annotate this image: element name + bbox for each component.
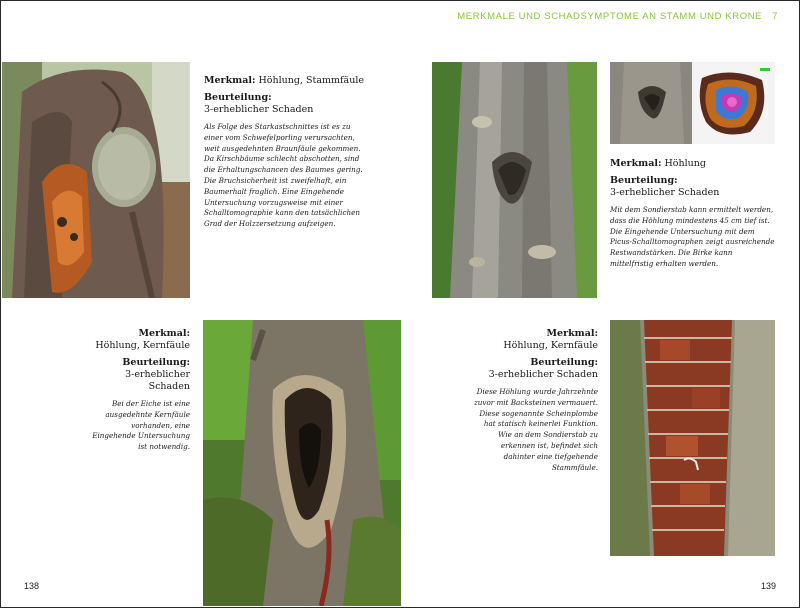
entry-4-merkmal-value: Höhlung, Kernfäule bbox=[503, 340, 598, 351]
running-header bbox=[457, 11, 778, 22]
entry-4-merkmal-label: Merkmal: bbox=[546, 328, 598, 339]
entry-4-text bbox=[470, 328, 598, 473]
entry-1-merkmal-value: Höhlung, Stammfäule bbox=[258, 75, 364, 86]
entry-3-beurteilung-value: 3-erheblicher Schaden bbox=[125, 369, 190, 392]
entry-1-description: Als Folge des Starkastschnittes ist es zu einer vom Schwefelporling verursachten, weit ausgedehnten Braunfäule gekommen. Da Kirschbäume schlecht abschotten, sind die Erhaltungschancen des Baumes gering. Die Bruchsicherheit ist zweifelhaft, ein Baumerhalt fraglich. Eine Eingehende Untersuchung vorzugsweise mit einer Schalltomographie kann den tatsächlichen Grad der Holzzersetzung aufzeigen. bbox=[204, 122, 363, 229]
header-page-number: 7 bbox=[772, 11, 778, 22]
entry-3-merkmal-label: Merkmal: bbox=[138, 328, 190, 339]
entry-1-beurteilung-label: Beurteilung: bbox=[204, 92, 272, 103]
entry-2-description: Mit dem Sondierstab kann ermittelt werden, dass die Höhlung mindestens 45 cm tief ist. Die Eingehende Untersuchung mit dem Picus-Schalltomographen zeigt ausreichende Restwandstärken. Die Birke kann mittelfristig erhalten werden. bbox=[610, 205, 775, 268]
photo-cherry-trunk-brown-rot bbox=[2, 62, 190, 298]
photo-birch-trunk bbox=[432, 62, 597, 298]
entry-1-beurteilung-value: 3-erheblicher Schaden bbox=[204, 104, 314, 115]
entry-3-merkmal-value: Höhlung, Kernfäule bbox=[95, 340, 190, 351]
entry-4-beurteilung-label: Beurteilung: bbox=[530, 357, 598, 368]
photo-brick-filled-cavity bbox=[610, 320, 775, 556]
page-number-left: 138 bbox=[24, 581, 40, 591]
photo-cavity-and-tomogram bbox=[610, 62, 775, 144]
entry-2-beurteilung-value: 3-erheblicher Schaden bbox=[610, 187, 720, 198]
entry-3-text bbox=[90, 328, 190, 453]
header-title: MERKMALE UND SCHADSYMPTOME AN STAMM UND KRONE bbox=[457, 11, 763, 22]
entry-1-merkmal-label: Merkmal: bbox=[204, 75, 256, 86]
entry-3-description: Bei der Eiche ist eine ausgedehnte Kernfäule vorhanden, eine Eingehende Untersuchung ist notwendig. bbox=[92, 399, 190, 452]
entry-3-beurteilung-label: Beurteilung: bbox=[122, 357, 190, 368]
page-number-right: 139 bbox=[760, 581, 776, 591]
entry-2-beurteilung-label: Beurteilung: bbox=[610, 175, 678, 186]
entry-1-text bbox=[204, 75, 369, 230]
entry-4-description: Diese Höhlung wurde Jahrzehnte zuvor mit Backsteinen vermauert. Diese sogenannte Scheinplombe hat statisch keinerlei Funktion. Wie an dem Sondierstab zu erkennen ist, befindet sich dahinter eine tiefgehende Stammfäule. bbox=[473, 387, 598, 472]
photo-oak-heart-rot-cavity bbox=[203, 320, 401, 606]
entry-2-merkmal-label: Merkmal: bbox=[610, 158, 662, 169]
entry-2-text bbox=[610, 158, 778, 270]
entry-2-merkmal-value: Höhlung bbox=[664, 158, 706, 169]
entry-4-beurteilung-value: 3-erheblicher Schaden bbox=[488, 369, 598, 380]
